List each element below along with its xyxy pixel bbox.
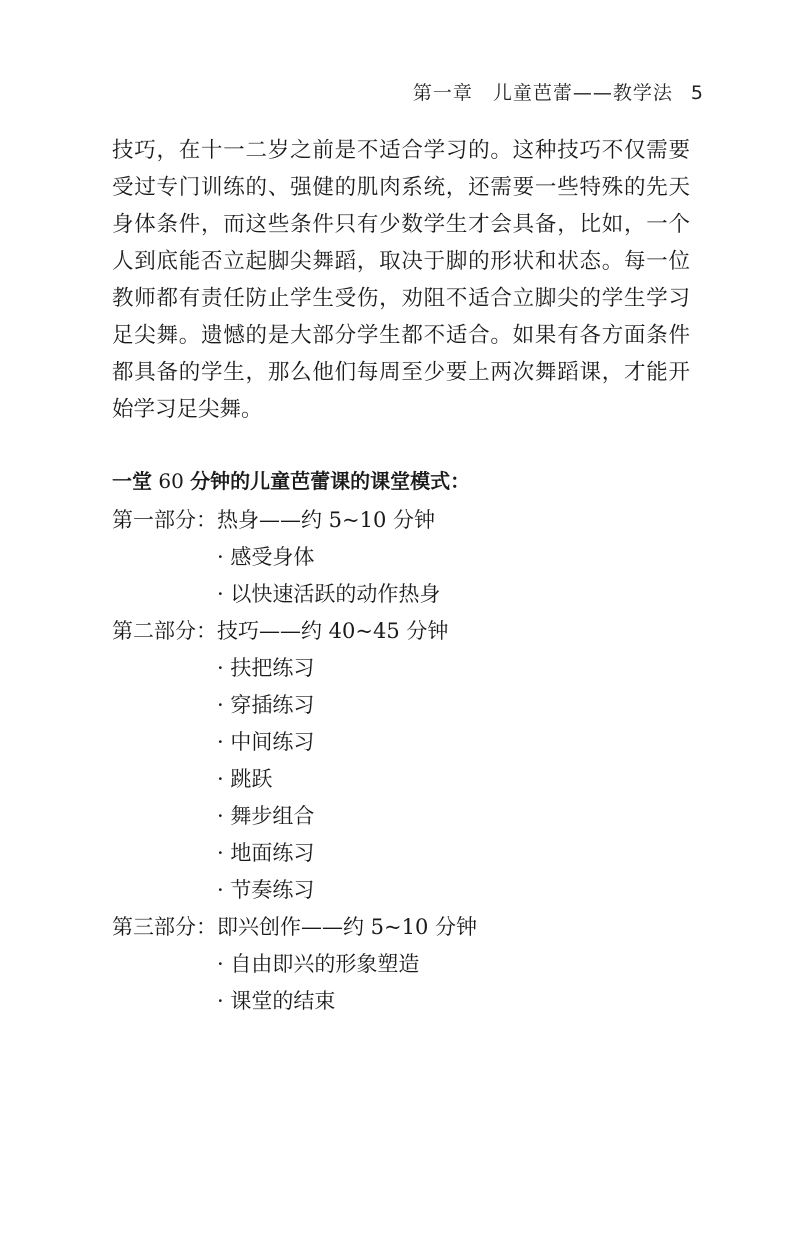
heading-suffix: 分钟的儿童芭蕾课的课堂模式： [190, 469, 471, 493]
part-3-label: 第三部分：即兴创作——约 5~10 分钟 [112, 915, 478, 939]
list-item: · 舞步组合 [217, 804, 315, 828]
list-item: · 以快速活跃的动作热身 [217, 582, 441, 606]
heading-number: 60 [152, 469, 191, 493]
list-item: · 自由即兴的形象塑造 [217, 952, 420, 976]
list-item: · 感受身体 [217, 545, 315, 569]
list-item: · 中间练习 [217, 730, 315, 754]
list-item: · 课堂的结束 [217, 989, 336, 1013]
part-1-label: 第一部分：热身——约 5~10 分钟 [112, 508, 436, 532]
list-item: · 跳跃 [217, 767, 273, 791]
part-2-label: 第二部分：技巧——约 40~45 分钟 [112, 619, 449, 643]
section-heading [112, 465, 470, 497]
list-item: · 穿插练习 [217, 693, 315, 717]
list-item: · 扶把练习 [217, 656, 315, 680]
list-item: · 节奏练习 [217, 878, 315, 902]
body-paragraph: 技巧，在十一二岁之前是不适合学习的。这种技巧不仅需要受过专门训练的、强健的肌肉系统，还需要一些特殊的先天身体条件，而这些条件只有少数学生才会具备，比如，一个人到底能否立起脚尖舞蹈，取决于脚的形状和状态。每一位教师都有责任防止学生受伤，劝阻不适合立脚尖的学生学习足尖舞。遗憾的是大部分学生都不适合。如果有各方面条件都具备的学生，那么他们每周至少要上两次舞蹈课，才能开始学习足尖舞。 [112, 138, 690, 422]
lesson-outline [112, 502, 712, 1020]
chapter-title: 第一章 儿童芭蕾——教学法 [412, 82, 673, 104]
running-head [413, 78, 704, 105]
heading-prefix: 一堂 [112, 469, 152, 493]
page-number: 5 [690, 82, 704, 104]
list-item: · 地面练习 [217, 841, 315, 865]
